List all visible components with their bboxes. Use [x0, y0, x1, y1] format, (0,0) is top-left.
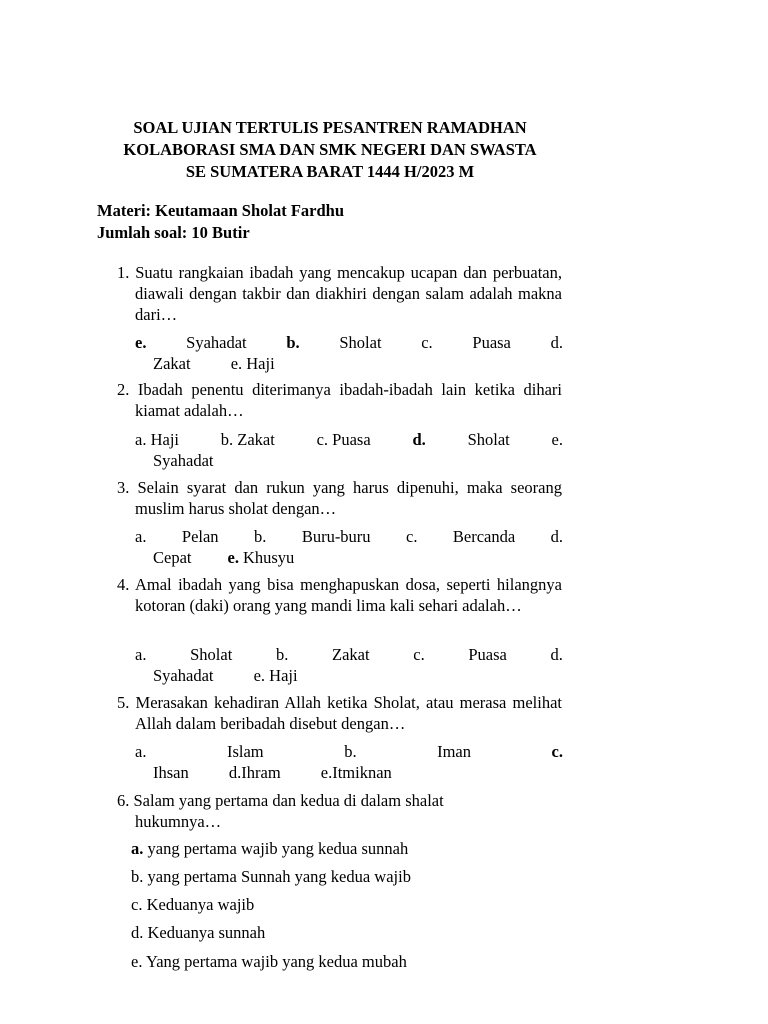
option-letter: c.	[551, 742, 563, 761]
option-letter: d.	[412, 430, 426, 449]
option-text: Syahadat	[153, 451, 214, 470]
materi-label: Materi: Keutamaan Sholat Fardhu	[97, 201, 345, 220]
question-6-line-2: hukumnya…	[135, 812, 222, 831]
option-letter: a.	[131, 839, 144, 858]
question-5-options	[135, 741, 563, 783]
option-text: e. Haji	[230, 354, 275, 373]
question-2	[117, 379, 562, 421]
option-letter: b.	[275, 645, 289, 664]
question-number: 2.	[117, 380, 130, 399]
option-letter: c.	[406, 527, 418, 546]
option-text: c. Puasa	[316, 430, 371, 449]
option-text: Puasa	[472, 333, 511, 352]
option-text: Zakat	[153, 354, 191, 373]
question-6-option-d: d. Keduanya sunnah	[131, 923, 266, 942]
question-text: Selain syarat dan rukun yang harus dipenuhi, maka seorang muslim harus sholat dengan…	[135, 478, 562, 518]
option-text: Sholat	[190, 645, 233, 664]
title-line-2: KOLABORASI SMA DAN SMK NEGERI DAN SWASTA	[123, 140, 537, 159]
question-6-option-b: b. yang pertama Sunnah yang kedua wajib	[131, 867, 411, 886]
option-text: e. Haji	[253, 666, 298, 685]
option-text: Sholat	[467, 430, 510, 449]
question-text: Amal ibadah yang bisa menghapuskan dosa, seperti hilangnya kotoran (daki) orang yang mandi lima kali sehari adalah…	[134, 575, 562, 615]
document-meta	[97, 200, 344, 244]
option-text: Khusyu	[242, 548, 295, 567]
question-3	[117, 477, 562, 519]
option-text: Cepat	[153, 548, 192, 567]
question-text: Suatu rangkaian ibadah yang mencakup ucapan dan perbuatan, diawali dengan takbir dan diakhiri dengan salam adalah makna dari…	[135, 263, 563, 324]
question-1	[117, 262, 562, 325]
option-text: Zakat	[332, 645, 370, 664]
question-3-options	[135, 526, 563, 568]
option-text: b. Zakat	[220, 430, 275, 449]
option-letter: c.	[413, 645, 425, 664]
option-letter: e.	[551, 430, 563, 449]
question-5	[117, 692, 562, 734]
question-1-options	[135, 332, 563, 374]
document-title	[60, 117, 600, 183]
question-number: 5.	[117, 693, 130, 712]
question-4-options	[135, 644, 563, 686]
option-text: Iman	[437, 742, 471, 761]
option-letter: a.	[135, 742, 147, 761]
option-letter: b.	[344, 742, 357, 761]
question-number: 4.	[117, 575, 130, 594]
title-line-3: SE SUMATERA BARAT 1444 H/2023 M	[185, 162, 475, 181]
question-number: 1.	[117, 263, 130, 282]
option-letter: d.	[550, 333, 563, 352]
question-number: 3.	[117, 478, 130, 497]
option-letter: b.	[254, 527, 267, 546]
option-text: Pelan	[181, 527, 219, 546]
option-letter: e.	[227, 548, 239, 567]
question-6-option-a	[131, 838, 408, 859]
option-letter: d.	[550, 527, 563, 546]
option-text: e.Itmiknan	[320, 763, 392, 782]
question-2-options	[135, 429, 563, 471]
title-line-1: SOAL UJIAN TERTULIS PESANTREN RAMADHAN	[133, 118, 527, 137]
question-6-option-e: e. Yang pertama wajib yang kedua mubah	[131, 952, 407, 971]
option-text: d.Ihram	[228, 763, 281, 782]
option-letter: d.	[550, 645, 563, 664]
option-text: a. Haji	[135, 430, 179, 449]
question-4	[117, 574, 562, 616]
option-letter: b.	[286, 333, 300, 352]
option-letter: a.	[135, 645, 147, 664]
question-6-option-c: c. Keduanya wajib	[131, 895, 255, 914]
option-letter: e.	[135, 333, 147, 352]
question-6-line-1: 6. Salam yang pertama dan kedua di dalam shalat	[117, 791, 444, 810]
jumlah-soal-label: Jumlah soal: 10 Butir	[97, 223, 250, 242]
question-text: Ibadah penentu diterimanya ibadah-ibadah lain ketika dihari kiamat adalah…	[135, 380, 562, 420]
option-text: Ihsan	[153, 763, 189, 782]
question-text: Merasakan kehadiran Allah ketika Sholat, atau merasa melihat Allah dalam beribadah disebut dengan…	[135, 693, 563, 733]
option-text: Sholat	[339, 333, 382, 352]
option-text: Syahadat	[186, 333, 247, 352]
option-text: Puasa	[468, 645, 507, 664]
option-text: Islam	[226, 742, 264, 761]
option-letter: a.	[135, 527, 147, 546]
option-text: Syahadat	[153, 666, 214, 685]
option-text: Buru-buru	[301, 527, 371, 546]
option-text: Bercanda	[452, 527, 516, 546]
option-letter: c.	[421, 333, 433, 352]
option-text: yang pertama wajib yang kedua sunnah	[147, 839, 409, 858]
